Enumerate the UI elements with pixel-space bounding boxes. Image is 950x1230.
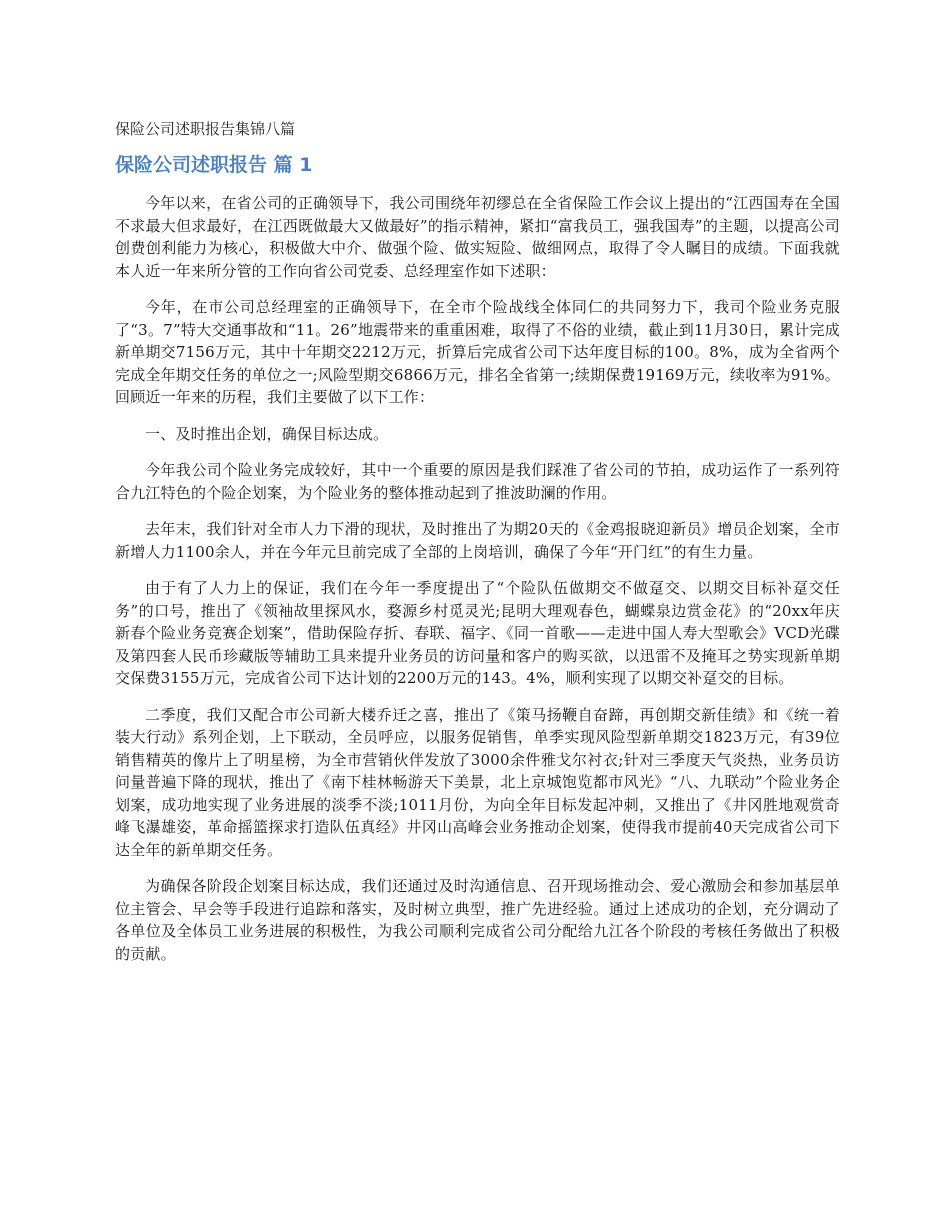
paragraph-achievements: 今年，在市公司总经理室的正确领导下，在全市个险战线全体同仁的共同努力下，我司个险业务克服了“3。7”特大交通事故和“11。26”地震带来的重重困难，取得了不俗的业绩，截止到11月30日，累计完成新单期交7156万元，其中十年期交2212万元，折算后完成省公司下达年度目标的100。8%，成为全省两个完成全年期交任务的单位之一;风险型期交6866万元，排名全省第一;续期保费19169万元，续收率为91%。回顾近一年来的历程，我们主要做了以下工作：: [115, 298, 840, 406]
paragraph-planning-overview: 今年我公司个险业务完成较好，其中一个重要的原因是我们踩准了省公司的节拍，成功运作了一系列符合九江特色的个险企划案，为个险业务的整体推动起到了推波助澜的作用。: [115, 461, 840, 502]
document-title: 保险公司述职报告集锦八篇: [115, 120, 296, 138]
paragraph-first-quarter: 由于有了人力上的保证，我们在今年一季度提出了“个险队伍做期交不做趸交、以期交目标补趸交任务”的口号，推出了《领袖故里探风水，婺源乡村觅灵光;昆明大理观春色，蝴蝶泉边赏金花》的“20xx年庆新春个险业务竞赛企划案”，借助保险存折、春联、福字、《同一首歌——走进中国人寿大型歌会》VCD光碟及第四套人民币珍藏版等辅助工具来提升业务员的访问量和客户的购买欲，以迅雷不及掩耳之势实现新单期交保费3155万元，完成省公司下达计划的2200万元的143。4%，顺利实现了以期交补趸交的目标。: [115, 579, 840, 687]
document-page: [115, 118, 840, 979]
paragraph-intro: 今年以来，在省公司的正确领导下，我公司围绕年初缪总在全省保险工作会议上提出的“江西国寿在全国不求最大但求最好，在江西既做最大又做最好”的指示精神，紧扣“富我员工，强我国寿”的主题，以提高公司创费创利能力为核心，积极做大中介、做强个险、做实短险、做细网点，取得了令人瞩目的成绩。下面我就本人近一年来所分管的工作向省公司党委、总经理室作如下述职：: [115, 194, 840, 280]
paragraph-section-one-heading: 一、及时推出企划，确保目标达成。: [145, 424, 389, 443]
section-heading: 保险公司述职报告 篇 1: [115, 154, 313, 176]
paragraph-recruitment-plan: 去年末，我们针对全市人力下滑的现状，及时推出了为期20天的《金鸡报晓迎新员》增员企划案，全市新增人力1100余人，并在今年元旦前完成了全部的上岗培训，确保了今年“开门红”的有生力量。: [115, 520, 840, 561]
paragraph-second-quarter: 二季度，我们又配合市公司新大楼乔迁之喜，推出了《策马扬鞭自奋蹄，再创期交新佳绩》和《统一着装大行动》系列企划，上下联动，全员呼应，以服务促销售，单季实现风险型新单期交1823万元，有39位销售精英的像片上了明星榜，为全市营销伙伴发放了3000余件雅戈尔衬衣;针对三季度天气炎热，业务员访问量普遍下降的现状，推出了《南下桂林畅游天下美景，北上京城饱览都市风光》“八、九联动”个险业务企划案，成功地实现了业务进展的淡季不淡;1011月份，为向全年目标发起冲刺，又推出了《井冈胜地观赏奇峰飞瀑雄姿，革命摇篮探求打造队伍真经》井冈山高峰会业务推动企划案，使得我市提前40天完成省公司下达全年的新单期交任务。: [115, 705, 840, 859]
paragraph-tracking: 为确保各阶段企划案目标达成，我们还通过及时沟通信息、召开现场推动会、爱心激励会和参加基层单位主管会、早会等手段进行追踪和落实，及时树立典型，推广先进经验。通过上述成功的企划，充分调动了各单位及全体员工业务进展的积极性，为我公司顺利完成省公司分配给九江各个阶段的考核任务做出了积极的贡献。: [115, 877, 840, 963]
